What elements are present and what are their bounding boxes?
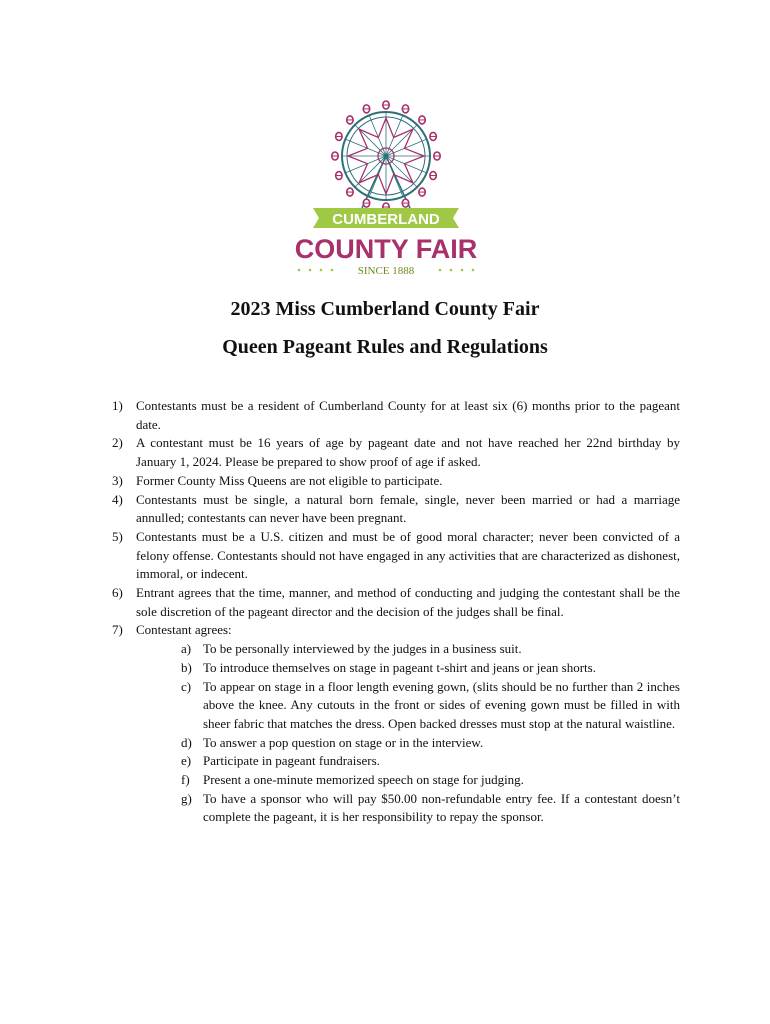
page-subtitle: Queen Pageant Rules and Regulations bbox=[222, 336, 548, 358]
rule-text: Entrant agrees that the time, manner, and method of conducting and judging the contestant shall be the sole discretion of the pageant director and the decision of the judges shall be final. bbox=[136, 585, 680, 619]
logo-dots-right bbox=[439, 269, 475, 272]
rule-number: 3) bbox=[112, 472, 123, 488]
rules-list bbox=[112, 397, 680, 827]
ferris-wheel-icon bbox=[332, 101, 440, 211]
logo-wordmark: COUNTY FAIR bbox=[294, 234, 478, 264]
subrules-list bbox=[181, 640, 680, 827]
rule-item bbox=[112, 528, 680, 584]
subrule-text: Present a one-minute memorized speech on stage for judging. bbox=[203, 772, 524, 788]
subrule-text: To answer a pop question on stage or in the interview. bbox=[203, 734, 484, 750]
wheel-hub bbox=[384, 154, 389, 159]
subrule-letter: a) bbox=[181, 641, 192, 657]
ferris-wheel-logo-graphic bbox=[283, 96, 489, 278]
rule-text: Former County Miss Queens are not eligible to participate. bbox=[136, 472, 443, 488]
subrule-item bbox=[181, 659, 680, 678]
subrule-item bbox=[181, 678, 680, 734]
subrule-text: To be personally interviewed by the judges in a business suit. bbox=[203, 641, 522, 657]
subrule-letter: f) bbox=[181, 772, 190, 788]
rule-item bbox=[112, 397, 680, 434]
rule-text: Contestants must be single, a natural born female, single, never been married or had a marriage annulled; contestants can never have been pregnant. bbox=[136, 491, 680, 526]
rule-number: 1) bbox=[112, 398, 123, 413]
rule-number: 5) bbox=[112, 528, 123, 544]
subrule-letter: g) bbox=[181, 790, 192, 806]
subrule-item bbox=[181, 771, 680, 790]
subrule-text: To introduce themselves on stage in pageant t-shirt and jeans or jean shorts. bbox=[203, 659, 596, 675]
logo-tagline: SINCE 1888 bbox=[357, 265, 415, 277]
subrule-item bbox=[181, 734, 680, 753]
page-title: 2023 Miss Cumberland County Fair bbox=[230, 298, 540, 320]
rule-text: A contestant must be 16 years of age by pageant date and not have reached her 22nd birthday by January 1, 2024. Please be prepared to show proof of age if asked. bbox=[136, 435, 680, 470]
rule-text: Contestant agrees: bbox=[136, 622, 232, 638]
rule-item bbox=[112, 621, 680, 640]
rule-item bbox=[112, 472, 680, 491]
logo-banner-text: CUMBERLAND bbox=[332, 211, 440, 228]
subrule-letter: b) bbox=[181, 659, 192, 675]
subrule-letter: e) bbox=[181, 753, 192, 769]
subrule-item bbox=[181, 752, 680, 771]
rule-item bbox=[112, 434, 680, 471]
rule-text: Contestants must be a U.S. citizen and must be of good moral character; never been convicted of a felony offense. Contestants should not have engaged in any activities that are characterized as dishonest, immoral, or indecent. bbox=[136, 528, 680, 582]
rule-item bbox=[112, 491, 680, 528]
rule-number: 2) bbox=[112, 435, 123, 451]
subrule-letter: c) bbox=[181, 678, 192, 694]
subrule-text: To appear on stage in a floor length evening gown, (slits should be no further than 2 inches above the knee. Any cutouts in the front or sides of evening gown must be filled in with sheer fabric that matches the dress. Open backed dresses must stop at the natural waistline. bbox=[203, 678, 680, 731]
subrule-letter: d) bbox=[181, 734, 192, 750]
subrule-text: Participate in pageant fundraisers. bbox=[203, 753, 380, 769]
rule-number: 4) bbox=[112, 491, 123, 507]
rule-number: 7) bbox=[112, 622, 123, 638]
logo-dots-left bbox=[298, 269, 334, 272]
subrule-text: To have a sponsor who will pay $50.00 non-refundable entry fee. If a contestant doesn’t complete the pageant, it is her responsibility to repay the sponsor. bbox=[203, 790, 680, 825]
subrule-item bbox=[181, 640, 680, 659]
county-fair-logo bbox=[283, 96, 489, 278]
rule-item bbox=[112, 584, 680, 621]
rule-text: Contestants must be a resident of Cumberland County for at least six (6) months prior to the pageant date. bbox=[136, 398, 680, 432]
rule-number: 6) bbox=[112, 585, 123, 601]
subrule-item bbox=[181, 790, 680, 827]
